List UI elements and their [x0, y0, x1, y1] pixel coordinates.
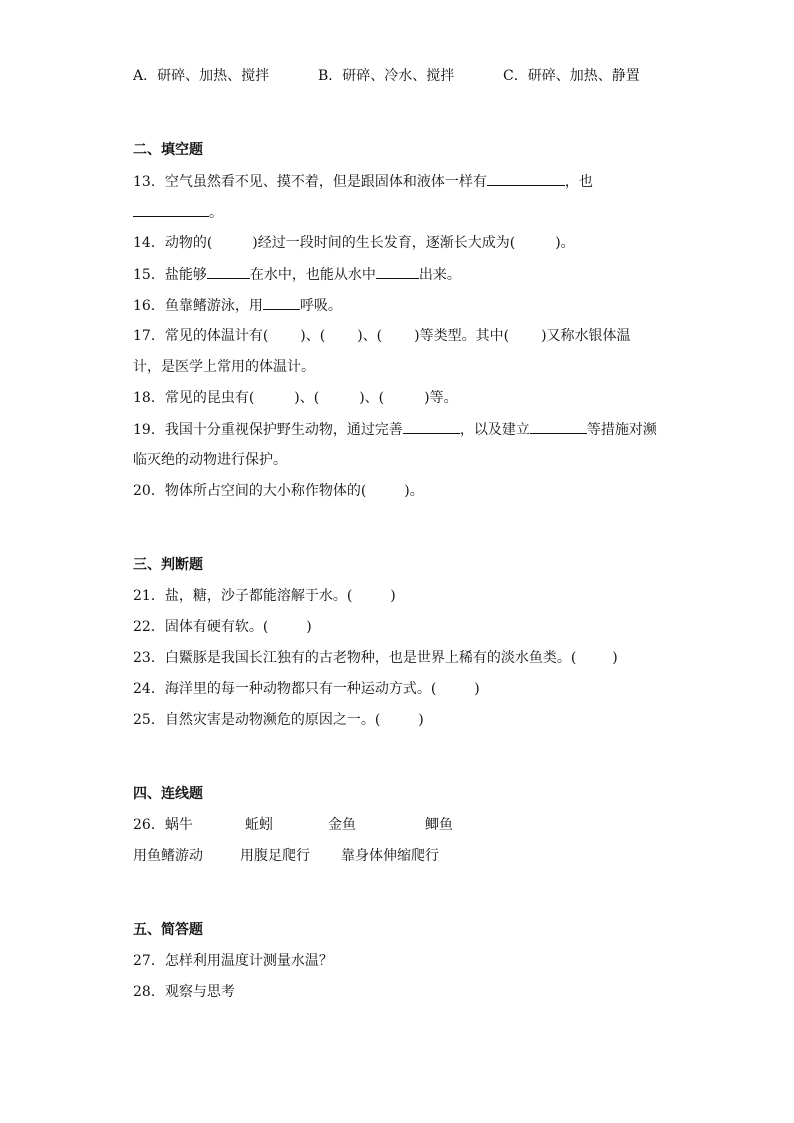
- q19-blank-2[interactable]: [530, 419, 587, 434]
- q26-animal-4[interactable]: 鲫鱼: [425, 817, 453, 833]
- question-14: [133, 233, 575, 253]
- section-2-heading: 二、填空题: [133, 142, 203, 158]
- q17-text-4: )等类型。其中(: [414, 328, 510, 344]
- question-21: [133, 586, 396, 606]
- option-b[interactable]: B．研碎、冷水、搅拌: [318, 68, 455, 84]
- q26-animal-3[interactable]: 金鱼: [328, 817, 356, 833]
- question-13: [133, 171, 593, 192]
- q15-text-2: 在水中，也能从水中: [249, 267, 376, 283]
- q15-text-1: 15．盐能够: [133, 267, 207, 283]
- q19-blank-1[interactable]: [403, 419, 460, 434]
- q17-text-3: )、(: [357, 328, 383, 344]
- option-a[interactable]: A．研碎、加热、搅拌: [133, 68, 270, 84]
- q20-text-2: )。: [404, 483, 424, 499]
- q26-movement-3[interactable]: 靠身体伸缩爬行: [341, 848, 439, 864]
- question-22: [133, 617, 312, 637]
- q13-text-1: 13．空气虽然看不见、摸不着，但是跟固体和液体一样有: [133, 174, 487, 190]
- q14-text-2: )经过一段时间的生长发育，逐渐长大成为(: [252, 235, 516, 251]
- section-4-heading: 四、连线题: [133, 786, 203, 802]
- q22-text-1: 22．固体有硬有软。(: [133, 619, 269, 635]
- q19-text-4: 临灭绝的动物进行保护。: [133, 452, 287, 468]
- question-20: [133, 481, 424, 501]
- q19-text-1: 19．我国十分重视保护野生动物，通过完善: [133, 422, 403, 438]
- q15-blank-2[interactable]: [376, 264, 419, 279]
- question-19-cont: [133, 450, 287, 470]
- q23-text-1: 23．白鱀豚是我国长江独有的古老物种，也是世界上稀有的淡水鱼类。(: [133, 650, 577, 666]
- question-12-option-b-line: [318, 66, 454, 86]
- question-12-options: [133, 66, 269, 86]
- q16-text-2: 呼吸。: [299, 298, 342, 314]
- question-27: 27．怎样利用温度计测量水温？: [133, 953, 333, 969]
- q26-movement-2[interactable]: 用腹足爬行: [240, 848, 310, 864]
- q26-animal-2[interactable]: 蚯蚓: [245, 817, 273, 833]
- q23-text-2: ): [612, 650, 618, 666]
- q18-text-1: 18．常见的昆虫有(: [133, 390, 255, 406]
- q24-text-1: 24．海洋里的每一种动物都只有一种运动方式。(: [133, 681, 437, 697]
- q20-text-1: 20．物体所占空间的大小称作物体的(: [133, 483, 367, 499]
- q17-text-6: 计，是医学上常用的体温计。: [133, 359, 315, 375]
- q18-text-2: )、(: [294, 390, 320, 406]
- q19-text-3: 等措施对濒: [586, 422, 657, 438]
- question-15: [133, 264, 461, 285]
- question-16: [133, 295, 342, 316]
- q13-text-3: 。: [209, 205, 223, 221]
- question-12-option-c-line: [503, 66, 640, 86]
- q19-text-2: ，以及建立: [459, 422, 530, 438]
- q24-text-2: ): [474, 681, 480, 697]
- q15-text-3: 出来。: [418, 267, 461, 283]
- q21-text-2: ): [390, 588, 396, 604]
- q25-text-1: 25．自然灾害是动物濒危的原因之一。(: [133, 712, 381, 728]
- question-23: [133, 648, 618, 668]
- question-19: [133, 419, 657, 440]
- q18-text-3: )、(: [359, 390, 385, 406]
- question-13-cont: [133, 202, 223, 223]
- q13-blank-2[interactable]: [133, 202, 209, 217]
- q22-text-2: ): [306, 619, 312, 635]
- question-17: [133, 326, 631, 346]
- q13-blank-1[interactable]: [487, 171, 565, 186]
- q17-text-1: 17．常见的体温计有(: [133, 328, 269, 344]
- q16-blank-1[interactable]: [263, 295, 300, 310]
- q16-text-1: 16．鱼靠鳍游泳，用: [133, 298, 263, 314]
- question-17-cont: [133, 357, 315, 377]
- q13-text-2: ，也: [564, 174, 593, 190]
- q21-text-1: 21．盐，糖，沙子都能溶解于水。(: [133, 588, 353, 604]
- q18-text-4: )等。: [424, 390, 458, 406]
- option-c[interactable]: C．研碎、加热、静置: [503, 68, 640, 84]
- q17-text-5: )又称水银体温: [541, 328, 631, 344]
- q17-text-2: )、(: [300, 328, 326, 344]
- question-18: [133, 388, 458, 408]
- q14-text-1: 14．动物的(: [133, 235, 213, 251]
- q25-text-2: ): [418, 712, 424, 728]
- q15-blank-1[interactable]: [207, 264, 250, 279]
- question-28: 28．观察与思考: [133, 984, 235, 1000]
- q26-animal-1[interactable]: 26．蜗牛: [133, 817, 193, 833]
- q14-text-3: )。: [555, 235, 575, 251]
- question-25: [133, 710, 424, 730]
- section-5-heading: 五、简答题: [133, 922, 203, 938]
- question-24: [133, 679, 480, 699]
- q26-movement-1[interactable]: 用鱼鳍游动: [133, 848, 203, 864]
- section-3-heading: 三、判断题: [133, 557, 203, 573]
